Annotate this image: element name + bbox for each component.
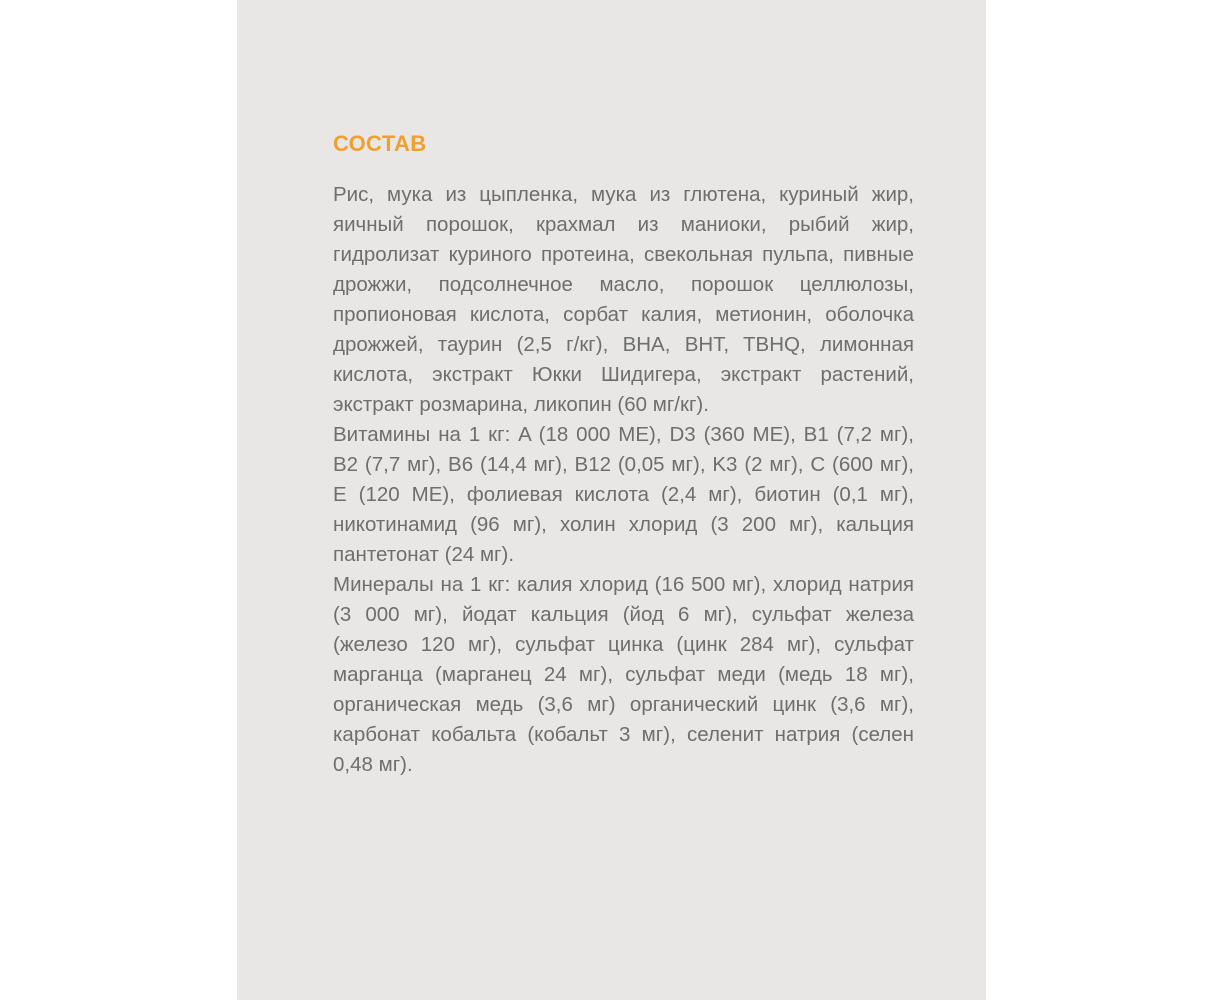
document-page — [237, 0, 986, 1000]
minerals-paragraph: Минералы на 1 кг: калия хлорид (16 500 мг), хлорид натрия (3 000 мг), йодат кальция (йод 6 мг), сульфат железа (железо 120 мг), сульфат цинка (цинк 284 мг), сульфат марганца (марганец 24 мг), сульфат меди (медь 18 мг), органическая медь (3,6 мг) органический цинк (3,6 мг), карбонат кобальта (кобальт 3 мг), селенит натрия (селен 0,48 мг). — [333, 573, 914, 776]
vitamins-paragraph: Витамины на 1 кг: A (18 000 МЕ), D3 (360 МЕ), B1 (7,2 мг), B2 (7,7 мг), B6 (14,4 мг), B12 (0,05 мг), K3 (2 мг), C (600 мг), E (120 МЕ), фолиевая кислота (2,4 мг), биотин (0,1 мг), никотинамид (96 мг), холин хлорид (3 200 мг), кальция пантетонат (24 мг). — [333, 423, 914, 566]
ingredients-paragraph: Рис, мука из цыпленка, мука из глютена, куриный жир, яичный порошок, крахмал из маниоки, рыбий жир, гидролизат куриного протеина, свекольная пульпа, пивные дрожжи, подсолнечное масло, порошок целлюлозы, пропионовая кислота, сорбат калия, метионин, оболочка дрожжей, таурин (2,5 г/кг), BHA, BHT, TBHQ, лимонная кислота, экстракт Юкки Шидигера, экстракт растений, экстракт розмарина, ликопин (60 мг/кг). — [333, 183, 914, 416]
section-heading: СОСТАВ — [333, 131, 427, 156]
composition-section — [333, 128, 914, 780]
